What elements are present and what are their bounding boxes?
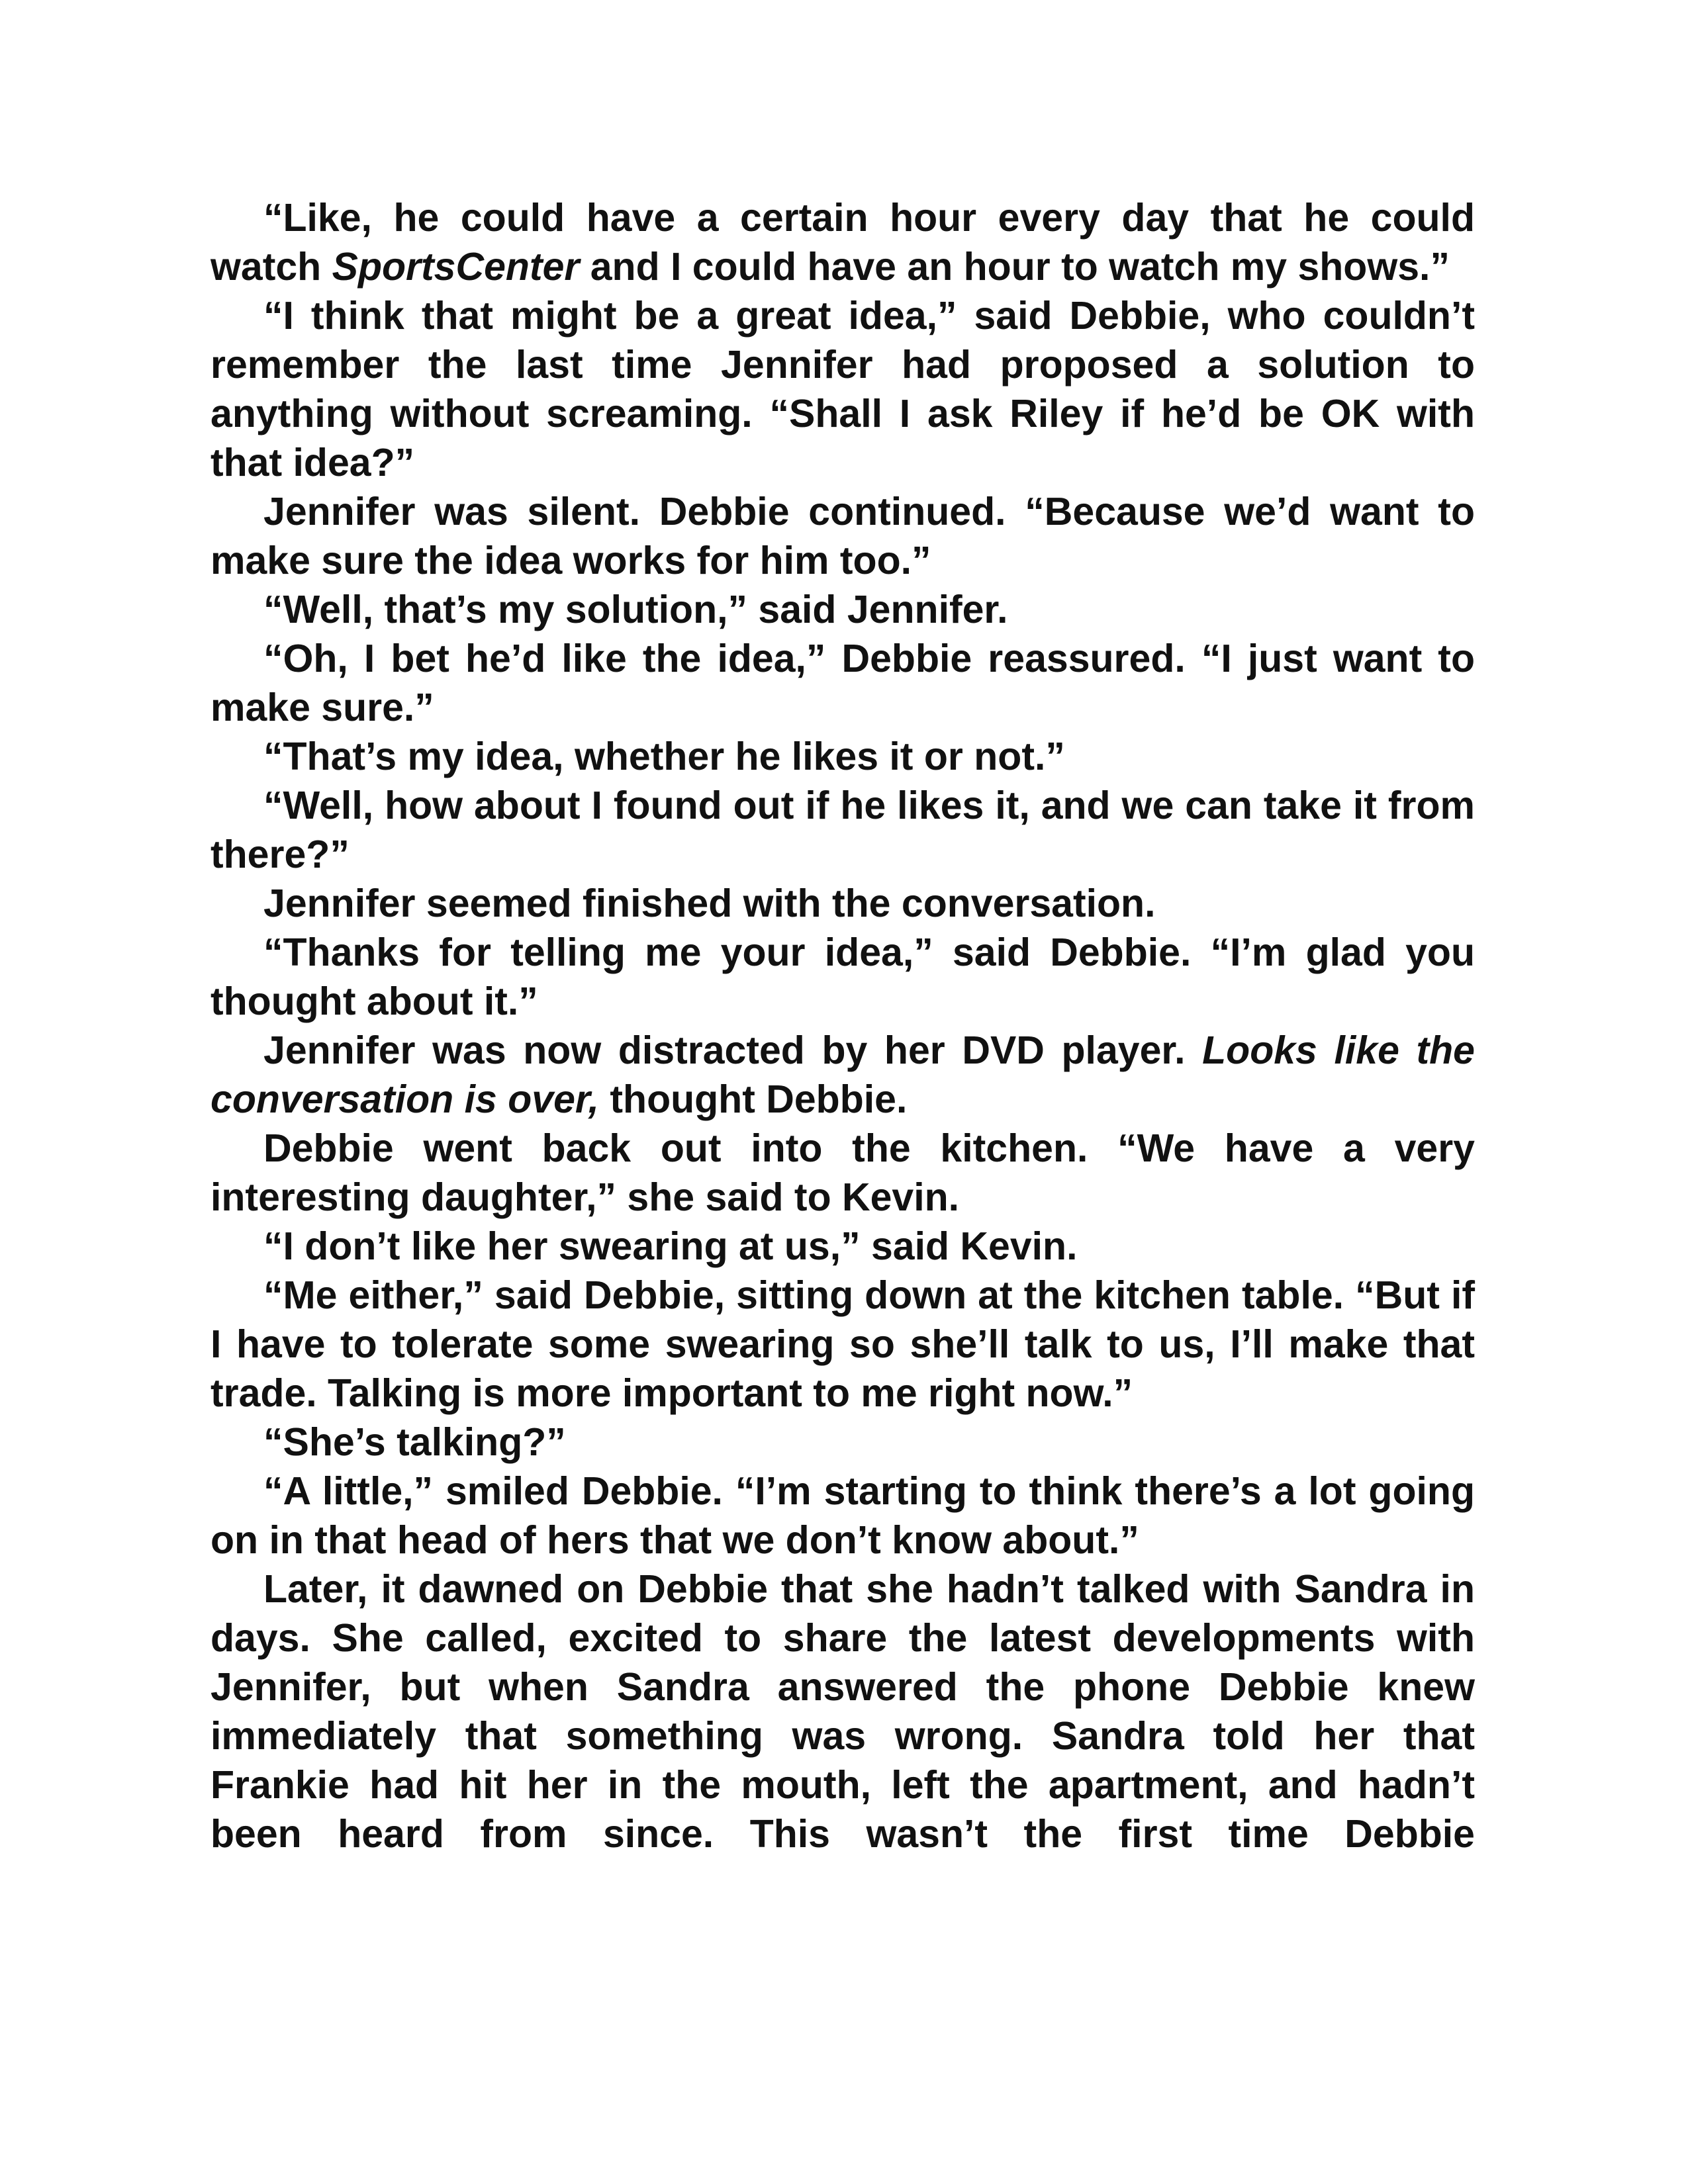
body-paragraph (211, 585, 1475, 634)
body-paragraph (211, 1271, 1475, 1418)
text-segment: Jennifer seemed finished with the conversation. (263, 882, 1156, 925)
document-page (211, 193, 1475, 1858)
text-segment: Debbie went back out into the kitchen. “We have a very interesting daughter,” she said to Kevin. (211, 1126, 1475, 1219)
body-paragraph (211, 879, 1475, 928)
body-paragraph (211, 1418, 1475, 1467)
text-segment: “That’s my idea, whether he likes it or not.” (263, 735, 1065, 778)
text-segment: “Thanks for telling me your idea,” said Debbie. “I’m glad you thought about it.” (211, 931, 1475, 1023)
italic-text-segment: SportsCenter (332, 245, 580, 289)
body-paragraph (211, 193, 1475, 291)
body-paragraph (211, 1467, 1475, 1565)
text-segment: “Well, how about I found out if he likes it, and we can take it from there?” (211, 784, 1475, 876)
text-segment: “A little,” smiled Debbie. “I’m starting to think there’s a lot going on in that head of hers that we don’t know about.” (211, 1469, 1475, 1562)
body-paragraph (211, 1026, 1475, 1124)
text-segment: Jennifer was now distracted by her DVD player. (263, 1028, 1203, 1072)
text-segment: “Oh, I bet he’d like the idea,” Debbie reassured. “I just want to make sure.” (211, 637, 1475, 729)
body-paragraph (211, 928, 1475, 1026)
text-segment: “I don’t like her swearing at us,” said Kevin. (263, 1224, 1078, 1268)
text-segment: thought Debbie. (598, 1077, 908, 1121)
text-segment: and I could have an hour to watch my shows.” (579, 245, 1450, 289)
body-paragraph (211, 291, 1475, 487)
body-paragraph (211, 781, 1475, 879)
body-paragraph (211, 487, 1475, 585)
text-segment: Jennifer was silent. Debbie continued. “Because we’d want to make sure the idea works for him too.” (211, 490, 1475, 582)
body-paragraph (211, 634, 1475, 732)
body-paragraph (211, 732, 1475, 781)
text-segment: “Me either,” said Debbie, sitting down at the kitchen table. “But if I have to tolerate some swearing so she’ll talk to us, I’ll make that trade. Talking is more important to me right now.” (211, 1273, 1475, 1415)
italic-text-segment: Looks like the conversation is over, (211, 1028, 1475, 1121)
body-paragraph (211, 1124, 1475, 1222)
text-segment: Later, it dawned on Debbie that she hadn’t talked with Sandra in days. She called, excited to share the latest developments with Jennifer, but when Sandra answered the phone Debbie knew immediately that something was wrong. Sandra told her that Frankie had hit her in the mouth, left the apartment, and hadn’t been heard from since. This wasn’t the first time Debbie (211, 1567, 1475, 1856)
body-paragraph (211, 1222, 1475, 1271)
text-segment: “Well, that’s my solution,” said Jennifer. (263, 588, 1008, 631)
text-segment: “She’s talking?” (263, 1420, 566, 1464)
body-paragraph (211, 1565, 1475, 1858)
text-segment: “Like, he could have a certain hour every day that he could watch (211, 196, 1475, 289)
text-segment: “I think that might be a great idea,” said Debbie, who couldn’t remember the last time Jennifer had proposed a solution to anything without screaming. “Shall I ask Riley if he’d be OK with that idea?” (211, 294, 1475, 484)
